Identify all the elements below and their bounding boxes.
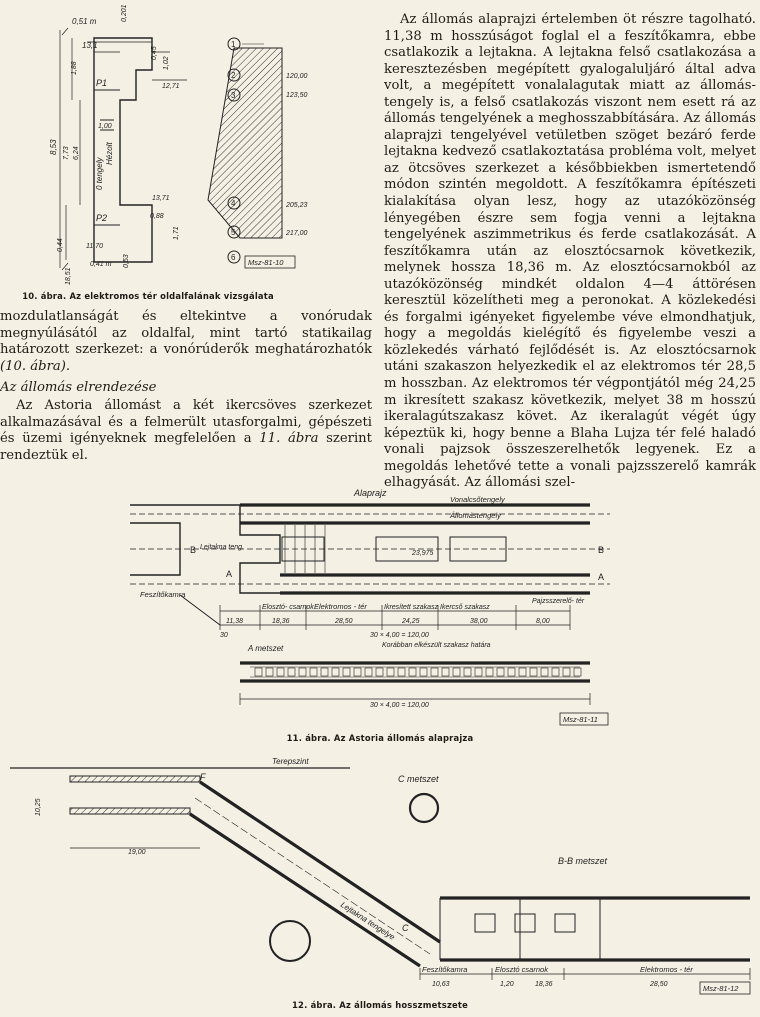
figure-10-caption: 10. ábra. Az elektromos tér oldalfalának vizsgálata xyxy=(22,291,274,301)
value-label: 120,00 xyxy=(286,73,308,80)
lining-ring xyxy=(541,668,548,676)
figure-11-caption: 11. ábra. Az Astoria állomás alaprajza xyxy=(286,733,474,743)
dim-label: 18,36 xyxy=(272,618,290,625)
dim-label: 30 × 4,00 = 120,00 xyxy=(370,632,429,639)
dim-label: 10,63 xyxy=(432,981,450,988)
dim-label: 1,20 xyxy=(500,981,514,988)
lining-ring xyxy=(497,668,504,676)
dim-label: 12,71 xyxy=(162,83,180,90)
value-label: 123,50 xyxy=(286,92,308,99)
label-ikresitett: Ikresített szakasz xyxy=(384,604,439,611)
dim-label: 0,45 xyxy=(151,46,158,60)
dim-label: 28,50 xyxy=(650,981,668,988)
dim-label: 0,88 xyxy=(150,213,164,220)
left-paragraph-1: mozdulatlanságát és eltekintve a vonórudak megnyúlásától az oldalfal, mint tartó statikailag határozott szerkezet: a vonórúderők meghatározhatók xyxy=(0,309,372,358)
dim-label: 7,73 xyxy=(63,146,70,160)
lining-rings xyxy=(255,668,581,676)
dim-label: 0,51 m xyxy=(72,17,97,26)
figure-ref: Msz-81-10 xyxy=(248,258,284,267)
label-feszitokamra: Feszítőkamra xyxy=(140,590,186,599)
right-text-column xyxy=(384,12,756,492)
dim-label: 0,53 xyxy=(123,254,130,268)
label-eloszto: Elosztó- csarnok xyxy=(262,604,314,611)
label-c: C xyxy=(402,923,409,933)
dim-label: 10,25 xyxy=(35,798,42,816)
label-pajzsszerelo: Pajzsszerelő- tér xyxy=(532,598,585,605)
lining-ring xyxy=(475,668,482,676)
dim-label: 6,24 xyxy=(73,146,80,160)
lining-ring xyxy=(563,668,570,676)
label-eloszto: Elosztó csarnok xyxy=(495,965,548,974)
dim-label: 1,02 xyxy=(163,56,170,70)
dim-label: 19,00 xyxy=(128,849,146,856)
figure-11-drawing xyxy=(120,485,630,730)
lining-ring xyxy=(321,668,328,676)
lining-ring xyxy=(442,668,449,676)
lining-ring xyxy=(266,668,273,676)
dim-label: 1,88 xyxy=(71,61,78,75)
left-text-column xyxy=(0,309,372,464)
dim-label: 0,201 xyxy=(121,4,128,22)
lining-ring xyxy=(486,668,493,676)
dim-label: 30 × 4,00 = 120,00 xyxy=(370,702,429,709)
dim-label: 13,71 xyxy=(152,195,170,202)
lining-ring xyxy=(453,668,460,676)
lining-ring xyxy=(288,668,295,676)
force-p2-label: P2 xyxy=(96,213,108,223)
label-terepszint: Terepszint xyxy=(272,757,309,766)
label-lejtakna: Lejtakna tengelye xyxy=(338,900,397,942)
label-f: F xyxy=(200,772,206,782)
lining-ring xyxy=(519,668,526,676)
label-feszitokamra: Feszítőkamra xyxy=(422,965,468,974)
lining-ring xyxy=(574,668,581,676)
figure-reference: 11. ábra xyxy=(259,431,319,447)
force-p1-label: P1 xyxy=(96,78,108,88)
lining-ring xyxy=(398,668,405,676)
lining-ring xyxy=(343,668,350,676)
dim-label: 18,36 xyxy=(535,981,553,988)
lining-ring xyxy=(409,668,416,676)
lining-ring xyxy=(530,668,537,676)
dim-label: 13,1 xyxy=(82,41,98,50)
circle-number: 2 xyxy=(231,71,236,80)
section-heading: Az állomás elrendezése xyxy=(0,380,157,396)
section-marker-b: B xyxy=(598,545,605,555)
label-c-metszet: C metszet xyxy=(398,774,439,784)
left-paragraph-2: Az Astoria állomást a két ikercsöves szerkezet alkalmazásával és a felmerült utasforgalmi, gépészeti és üzemi igényeknek megfelelően a xyxy=(0,398,372,447)
lining-ring xyxy=(387,668,394,676)
dim-label: 1,00 xyxy=(98,123,112,130)
plan-title: Alaprajz xyxy=(354,488,387,498)
label-a-metszet: A metszet xyxy=(248,644,284,653)
lining-ring xyxy=(299,668,306,676)
lining-ring xyxy=(255,668,262,676)
label-elektromos: Elektromos - tér xyxy=(314,602,367,611)
dim-label: 24,25 xyxy=(402,618,420,625)
opening xyxy=(515,914,535,932)
dim-label: 38,00 xyxy=(470,618,488,625)
label-korabban: Korábban elkészült szakasz határa xyxy=(382,642,491,649)
label-allomastengely: Állomástengely xyxy=(450,511,501,520)
circle-number: 1 xyxy=(231,40,236,49)
lining-ring xyxy=(464,668,471,676)
figure-12-caption: 12. ábra. Az állomás hosszmetszete xyxy=(292,1000,468,1010)
circle-number: 6 xyxy=(231,253,236,262)
figure-ref: Msz-81-12 xyxy=(703,984,739,993)
axis-label: 0 tengely xyxy=(95,157,104,190)
dim-label: 8,00 xyxy=(536,618,550,625)
section-marker-b: B xyxy=(190,545,197,555)
right-paragraph: Az állomás alaprajzi értelemben öt részre tagolható. 11,38 m hosszúságot foglal el a feszítőkamra, ebbe csatlakozik a lejtakna. A lejtakna felső csatlakozása a keresztezésben megépített gyalogaluljáró által adva volt, a megépített vonalalagutak miatt az állomás-tengely is, a felső csatlakozás viszont nem esett rá az állomás tengelyének a meghosszabbítására. Az állomás alaprajzi tengelyével vetületben szöget bezáró ferde lejtakna kedvező csatlakoztatása probléma volt, melyet az ötcsöves szerkezet a későbbiekben ismertetendő módon szintén megoldott. A feszítőkamra építészeti kialakítása olyan lesz, hogy az utazóközönség lényegében észre sem fogja venni a lejtakna tengelyének aszimmetrikus és ferde csatlakozását. A feszítőkamra után az elosztócsarnok következik, melynek hossza 18,36 m. Az elosztócsarnokból az utazóközönség mindkét oldalon 4—4 áttörésen keresztül közelítheti meg a peronokat. A közlekedési és forgalmi igényeket figyelembe véve elmondhatjuk, hogy a megoldás kielégítő és figyelembe veszi a közlekedés várható fejlődését is. Az elosztócsarnok utáni szakaszon helyezkedik el az elektromos tér 28,5 m hosszban. Az elektromos tér végpontjától még 24,25 m ikresített szakasz következik, melyet 38 m hosszú ikeralagútszakasz követ. Az ikeralagút végét úgy képeztük ki, hogy benne a Blaha Lujza tér felé haladó vonali pajzsok összeszerelhetők legyenek. Ez a megoldás lehetővé tette a vonali pajzsszerelő kamrák elhagyását. Az állomási szel- xyxy=(384,12,756,491)
dim-label: 11,70 xyxy=(86,243,103,250)
section-marker-a: A xyxy=(598,572,605,582)
lining-ring xyxy=(420,668,427,676)
label-ikercso: Ikercső szakasz xyxy=(440,604,490,611)
dim-label: 23,975 xyxy=(412,550,434,557)
dim-label: 0,41 m xyxy=(90,261,112,268)
lining-ring xyxy=(332,668,339,676)
dim-label: 30 xyxy=(220,632,228,639)
figure-ref: Msz-81-11 xyxy=(563,715,598,724)
lining-ring xyxy=(508,668,515,676)
label-vonalcsotengely: Vonalcsőtengely xyxy=(450,495,505,504)
circle-number: 3 xyxy=(231,91,236,100)
opening xyxy=(555,914,575,932)
lining-ring xyxy=(376,668,383,676)
axis-label: Hézolt xyxy=(105,142,114,165)
lining-ring xyxy=(354,668,361,676)
figure-10-drawing xyxy=(2,0,308,288)
dim-label: 8,53 xyxy=(49,139,58,155)
c-section-circle xyxy=(410,794,438,822)
lining-ring xyxy=(431,668,438,676)
opening xyxy=(475,914,495,932)
dim-label: 0,44 xyxy=(57,238,64,252)
tunnel-section xyxy=(270,921,310,961)
circle-number: 5 xyxy=(231,228,236,237)
lining-ring xyxy=(310,668,317,676)
figure-12-drawing xyxy=(0,746,760,996)
figure-reference: (10. ábra). xyxy=(0,358,71,374)
label-elektromos: Elektromos - tér xyxy=(640,965,693,974)
value-label: 205,23 xyxy=(286,202,308,209)
left-paragraph-2-end: szerint rendeztük el. xyxy=(0,431,372,463)
dim-label: 1,71 xyxy=(173,226,180,240)
value-label: 217,00 xyxy=(286,230,308,237)
section-marker-a: A xyxy=(226,569,233,579)
dim-label: 28,50 xyxy=(335,618,353,625)
lining-ring xyxy=(552,668,559,676)
label-lejtakna: Lejtakna teng. xyxy=(200,544,244,551)
lining-ring xyxy=(277,668,284,676)
dim-label: 11,38 xyxy=(226,618,243,625)
circle-number: 4 xyxy=(231,199,236,208)
label-bb-metszet: B-B metszet xyxy=(558,856,608,866)
dim-label: 18,51 xyxy=(65,267,72,285)
lining-ring xyxy=(365,668,372,676)
